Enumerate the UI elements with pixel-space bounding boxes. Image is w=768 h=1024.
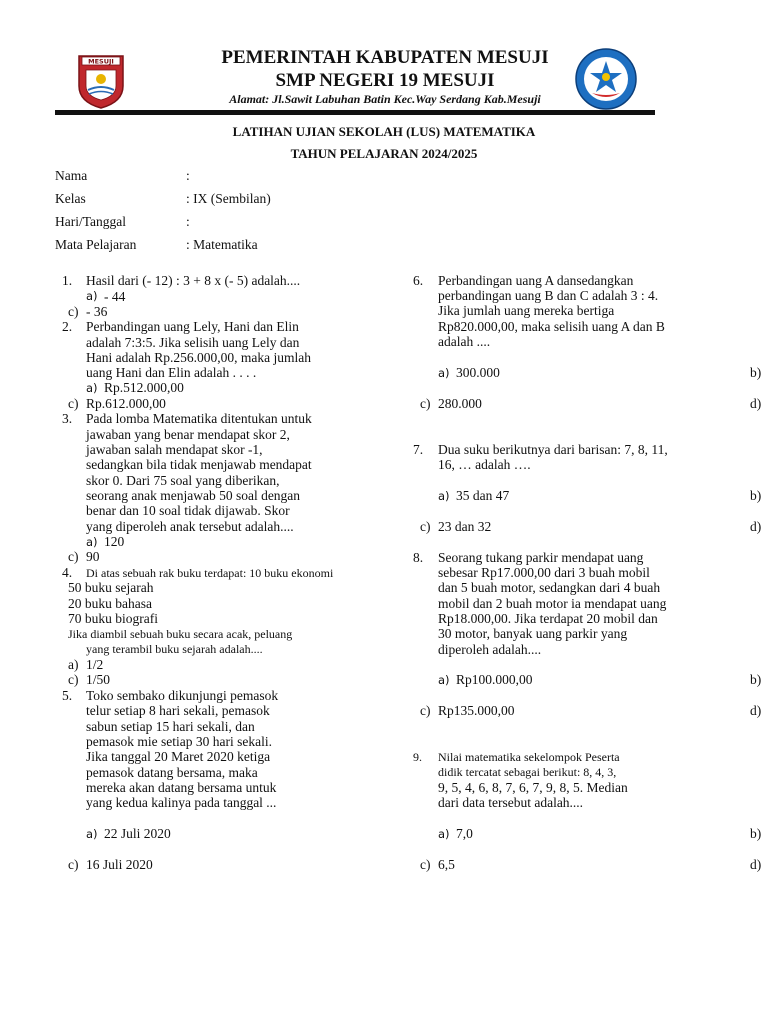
q9-text-line: 9, 5, 4, 6, 8, 7, 6, 7, 9, 8, 5. Median [438,780,628,795]
q3-option-c-letter: c) [68,549,79,564]
q7-option-b-letter[interactable]: b) [750,488,762,503]
q6-option-d-letter[interactable]: d) [750,396,762,411]
q6-text-line: adalah .... [438,334,491,349]
tut-wuri-handayani-emblem-icon [574,47,638,111]
q2-option-c-letter: c) [68,396,79,411]
q8-text-line: Seorang tukang parkir mendapat uang [438,550,644,565]
q9-option-d-letter[interactable]: d) [750,857,762,872]
q6-text-line: Jika jumlah uang mereka bertiga [438,303,615,318]
q8-option-d-letter[interactable]: d) [750,703,762,718]
exam-year: TAHUN PELAJARAN 2024/2025 [290,146,478,161]
q7-text-line: 16, … adalah …. [438,457,531,472]
q6-option-a-letter: a) [438,366,450,380]
q2-option-c[interactable]: Rp.612.000,00 [86,396,166,411]
q3-text-line: benar dan 10 soal tidak dijawab. Skor [86,503,290,518]
q2-number: 2. [62,319,73,334]
q5-text-line: Jika tanggal 20 Maret 2020 ketiga [86,749,271,764]
q8-option-a[interactable]: Rp100.000,00 [456,672,533,687]
q2-text-line: adalah 7:3:5. Jika selisih uang Lely dan [86,335,300,350]
q8-text-line: sebesar Rp17.000,00 dari 3 buah mobil [438,565,650,580]
q5-number: 5. [62,688,73,703]
q4-text-line: 20 buku bahasa [68,596,152,611]
logo-left-text: MESUJI [88,57,114,66]
identity-label-kelas: Kelas [55,191,86,206]
q3-number: 3. [62,411,73,426]
q9-text-line: didik tercatat sebagai berikut: 8, 4, 3, [438,765,617,779]
q5-option-a[interactable]: 22 Juli 2020 [104,826,171,841]
q4-option-c[interactable]: 1/50 [86,672,111,687]
q3-option-a-letter: a) [86,535,98,549]
identity-label-mapel: Mata Pelajaran [55,237,137,252]
q9-number: 9. [413,750,422,764]
q5-text-line: telur setiap 8 hari sekali, pemasok [86,703,270,718]
q4-text-line: 70 buku biografi [68,611,158,626]
q5-option-c[interactable]: 16 Juli 2020 [86,857,153,872]
q3-option-c[interactable]: 90 [86,549,100,564]
q7-option-d-letter[interactable]: d) [750,519,762,534]
mesuji-regency-seal-icon [76,52,126,110]
q9-option-a-letter: a) [438,827,450,841]
header-address: Alamat: Jl.Sawit Labuhan Batin Kec.Way Serdang Kab.Mesuji [229,92,541,106]
q7-text-line: Dua suku berikutnya dari barisan: 7, 8, 11, [438,442,668,457]
q8-text-line: dan 5 buah motor, sedangkan dari 4 buah [438,580,661,595]
q3-text-line: skor 0. Dari 75 soal yang diberikan, [86,473,280,488]
q2-option-a-letter: a) [86,381,98,395]
q6-text-line: perbandingan uang B dan C adalah 3 : 4. [438,288,659,303]
q5-text-line: pemasok datang bersama, maka [86,765,258,780]
q4-text-line: yang terambil buku sejarah adalah.... [86,642,263,656]
q9-text-line: Nilai matematika sekelompok Peserta [438,750,620,764]
q4-text-line: 50 buku sejarah [68,580,154,595]
q6-option-b-letter[interactable]: b) [750,365,762,380]
q3-text-line: jawaban salah mendapat skor -1, [86,442,263,457]
q5-option-c-letter: c) [68,857,79,872]
q5-text-line: mereka akan datang bersama untuk [86,780,277,795]
q9-text-line: dari data tersebut adalah.... [438,795,584,810]
q5-text-line: Toko sembako dikunjungi pemasok [86,688,279,703]
q3-text-line: seorang anak menjawab 50 soal dengan [86,488,301,503]
q5-text-line: sabun setiap 15 hari sekali, dan [86,719,255,734]
q6-option-c[interactable]: 280.000 [438,396,482,411]
q5-text-line: pemasok mie setiap 30 hari sekali. [86,734,272,749]
q9-option-c-letter: c) [420,857,431,872]
q2-text-line: uang Hani dan Elin adalah . . . . [86,365,257,380]
q4-option-a[interactable]: 1/2 [86,657,104,672]
exam-title: LATIHAN UJIAN SEKOLAH (LUS) MATEMATIKA [232,124,536,139]
q4-option-c-letter: c) [68,672,79,687]
q3-text-line: yang diperoleh anak tersebut adalah.... [86,519,294,534]
header-school-name: SMP NEGERI 19 MESUJI [275,70,495,91]
q4-text-line: Di atas sebuah rak buku terdapat: 10 buku ekonomi [86,566,334,580]
header-divider [55,110,655,115]
q2-text-line: Perbandingan uang Lely, Hani dan Elin [86,319,299,334]
q8-text-line: mobil dan 2 buah motor ia mendapat uang [438,596,667,611]
q3-text-line: Pada lomba Matematika ditentukan untuk [86,411,312,426]
header-government-name: PEMERINTAH KABUPATEN MESUJI [221,47,549,68]
q8-option-c[interactable]: Rp135.000,00 [438,703,515,718]
identity-label-nama: Nama [55,168,88,183]
q7-option-c[interactable]: 23 dan 32 [438,519,492,534]
identity-value-mapel: : Matematika [186,237,258,252]
identity-value-hari: : [186,214,190,229]
q3-text-line: sedangkan bila tidak menjawab mendapat [86,457,312,472]
identity-value-nama: : [186,168,190,183]
q3-text-line: jawaban yang benar mendapat skor 2, [86,427,290,442]
q1-option-c[interactable]: - 36 [86,304,108,319]
q6-option-a[interactable]: 300.000 [456,365,500,380]
q7-option-c-letter: c) [420,519,431,534]
q1-option-c-letter: c) [68,304,79,319]
q1-text: Hasil dari (- 12) : 3 + 8 x (- 5) adalah.... [86,273,301,288]
q8-option-a-letter: a) [438,673,450,687]
identity-label-hari: Hari/Tanggal [55,214,127,229]
q7-option-a[interactable]: 35 dan 47 [456,488,510,503]
q2-text-line: Hani adalah Rp.256.000,00, maka jumlah [86,350,311,365]
q9-option-c[interactable]: 6,5 [438,857,455,872]
q4-text-line: Jika diambil sebuah buku secara acak, peluang [68,627,293,641]
q7-option-a-letter: a) [438,489,450,503]
q6-number: 6. [413,273,424,288]
q5-text-line: yang kedua kalinya pada tanggal ... [86,795,277,810]
q8-number: 8. [413,550,424,565]
q6-text-line: Perbandingan uang A dansedangkan [438,273,634,288]
q3-option-a[interactable]: 120 [104,534,125,549]
q5-option-a-letter: a) [86,827,98,841]
identity-value-kelas: : IX (Sembilan) [186,191,271,206]
q1-number: 1. [62,273,73,288]
q8-option-c-letter: c) [420,703,431,718]
q8-text-line: diperoleh adalah.... [438,642,542,657]
q7-number: 7. [413,442,424,457]
q6-text-line: Rp820.000,00, maka selisih uang A dan B [438,319,665,334]
q9-option-b-letter[interactable]: b) [750,826,762,841]
q2-option-a[interactable]: Rp.512.000,00 [104,380,184,395]
q4-number: 4. [62,565,73,580]
q1-option-a[interactable]: - 44 [104,289,126,304]
q9-option-a[interactable]: 7,0 [456,826,473,841]
q8-text-line: Rp18.000,00. Jika terdapat 20 mobil dan [438,611,658,626]
q8-text-line: 30 motor, banyak uang parkir yang [438,626,628,641]
q4-option-a-letter: a) [68,657,79,672]
q8-option-b-letter[interactable]: b) [750,672,762,687]
q6-option-c-letter: c) [420,396,431,411]
q1-option-a-letter: a) [86,289,98,303]
